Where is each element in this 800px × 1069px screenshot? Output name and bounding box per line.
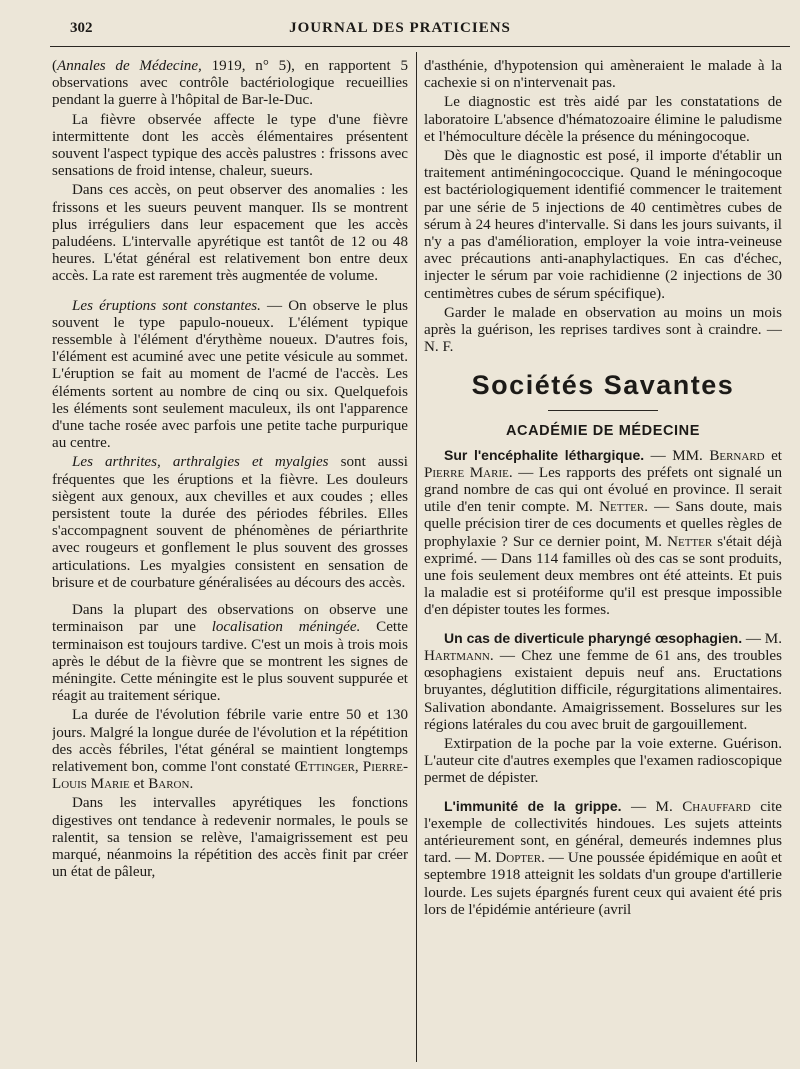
- author-names: Œttinger, Pierre-Louis Marie: [52, 758, 408, 793]
- paragraph: Dans ces accès, on peut observer des anomalies : les frissons et les sueurs peuvent manquer. Ils se montrent plus irréguliers dans leur espacement que les accès paludéens. L'intervalle apyrétique est tantôt de 12 ou 48 heures. L'état général est relativement bon entre deux accès. La rate est rarement très augmentée de volume.: [52, 182, 408, 285]
- right-column: [424, 58, 782, 1058]
- text: La durée de l'évolution fébrile varie entre 50 et 130 jours. Malgré la longue durée de l'évolution et la répétition des accès fébriles, l'état général se maintient longtemps relativement bon, comme l'ont constaté: [52, 707, 408, 775]
- paragraph: Le diagnostic est très aidé par les constatations de laboratoire L'absence d'hématozoaire élimine le paludisme et l'hémoculture décèle la présence du méningocoque.: [424, 94, 782, 145]
- author-name: Netter: [667, 533, 713, 550]
- author-name: Hartmann: [424, 647, 490, 664]
- subsection-title: ACADÉMIE DE MÉDECINE: [505, 423, 701, 440]
- emphasis: localisation méningée.: [211, 619, 361, 636]
- author-name: Chauffard: [682, 798, 751, 815]
- paragraph: d'asthénie, d'hypotension qui amèneraient le malade à la cachexie si on n'intervenait pas.: [424, 58, 782, 92]
- citation-journal: Annales de Médecine,: [57, 58, 202, 74]
- paragraph: Dès que le diagnostic est posé, il importe d'établir un traitement antiméningococcique. Quand le méningocoque est bactériologiquement identifié commencer le traitement par une série de 5 injections de 40 centimètres cubes de sérum à 24 heures d'intervalle. Si dans les jours suivants, il n'y a pas d'amélioration, employer la voie intra-veineuse avec précautions anti-anaphylactiques. En cas d'échec, injecter le sérum par voie rachidienne (2 injections de 30 centimètres cubes de sérum spécifique).: [424, 148, 782, 302]
- paragraph: Dans les intervalles apyrétiques les fonctions digestives ont tendance à redevenir normales, le pouls se ralentit, sa tension se relève, l'amaigrissement est peu marqué, néanmoins la répétition des accès finit par créer un état de pâleur,: [52, 795, 408, 881]
- text: Cette terminaison est toujours tardive. C'est un mois à trois mois après le début de la fièvre que se montrent les signes de méningite. Cette méningite est le plus souvent suppurée et réagit au traitement sérique.: [52, 619, 408, 705]
- paragraph: [52, 602, 408, 705]
- entry-heading: Un cas de diverticule pharyngé œsophagien.: [444, 629, 743, 646]
- section-title: Sociétés Savantes: [471, 370, 735, 401]
- paragraph-eruptions: [52, 298, 408, 453]
- entry-grippe: L'immunité de la grippe. — M. Chauffard cite l'exemple de collectivités hindoues. Les sujets atteints antérieurement sont, en général, demeurés indemnes plus tard. — M. Dopter. — Une poussée épidémique en août et septembre 1918 atteignit les soldats d'un groupe d'artillerie lourde. Les sujets épargnés furent ceux qui avaient été pris lors de l'épidémie antérieure (avril: [424, 797, 782, 918]
- page-number: 302: [70, 20, 93, 36]
- running-head: JOURNAL DES PRATICIENS: [289, 20, 511, 36]
- author-name: Bernard: [709, 447, 765, 464]
- author-name: Dopter: [495, 850, 542, 867]
- text: et: [129, 776, 149, 793]
- entry-encephalite: Sur l'encéphalite léthargique. — MM. Bernard et Pierre Marie. — Les rapports des préfets ont signalé un grand nombre de cas qui ont évolué en province. Il serait utile d'en tenir compte. M. Netter. — Sans doute, mais quelle précision tirer de ces documents et quelles règles de prophylaxie ? Sur ce dernier point, M. Netter s'était déjà exprimé. — Dans 114 familles où des cas se sont produits, une fois seulement deux membres ont été atteints. Et puis la maladie est si protéiforme qu'il est presque impossible d'en dépister toutes les formes.: [424, 446, 782, 619]
- author-name: Pierre Marie: [424, 464, 509, 481]
- entry-diverticule: Un cas de diverticule pharyngé œsophagien. — M. Hartmann. — Chez une femme de 61 ans, des troubles œsophagiens existaient depuis neuf ans. Eructations bruyantes, déglutition difficile, régurgitations alimentaires. Salivation abondante. Amaigrissement. Bosselures sur les régions latérales du cou avec bruit de gargouillement.: [424, 629, 782, 733]
- text: sont aussi fréquentes que les éruptions et la fièvre. Les douleurs siègent aux genoux, aux chevilles et aux coudes ; elles persistent toute la durée des périodes fébriles. Elles s'accompagnent souvent de phénomènes de périarthrite avec rougeurs et gonflement le plus souvent des grosses articulations. Les myalgies consistent en sensation de brisure et de courbature généralisées au décours des accès.: [52, 454, 408, 591]
- paragraph-lead: Les arthrites, arthralgies et myalgies: [72, 454, 329, 471]
- paragraph: Garder le malade en observation au moins un mois après la guérison, les reprises tardives sont à craindre. — N. F.: [424, 304, 782, 356]
- paragraph: (Annales de Médecine, 1919, n° 5), en rapportent 5 observations avec contrôle bactériologique recueillies pendant la guerre à l'hôpital de Bar-le-Duc.: [52, 58, 408, 109]
- entry-heading: Sur l'encéphalite léthargique.: [444, 446, 645, 463]
- entry-heading: L'immunité de la grippe.: [444, 797, 622, 814]
- column-divider: [416, 52, 417, 1062]
- left-column: [52, 58, 408, 1058]
- paragraph: Extirpation de la poche par la voie externe. Guérison. L'auteur cite d'autres exemples que l'examen radioscopique permet de dépister.: [424, 735, 782, 787]
- author-name: Netter: [599, 499, 645, 516]
- author-name: Baron: [148, 776, 190, 793]
- text: — On observe le plus souvent le type papulo-noueux. L'élément typique ressemble à l'élément d'érythème noueux. D'autres fois, l'élément est acuminé avec une petite vésicule au sommet. L'éruption se fait au moment de l'acmé de l'accès. Les éléments sortent au nombre de cinq ou six. Quelquefois les éléments sont seulement maculeux, ils ont l'apparence d'une tache rosée avec parfois une petite tache purpurique au centre.: [52, 297, 408, 452]
- paragraph-lead: Les éruptions sont constantes.: [72, 297, 261, 314]
- paragraph: [52, 707, 408, 793]
- paragraph: La fièvre observée affecte le type d'une fièvre intermittente dont les accès élémentaires présentent souvent l'aspect typique des accès palustres : frissons avec sensations de froid intense, chaleur, sueurs.: [52, 111, 408, 180]
- text: Dans la plupart des observations on observe une terminaison par une: [52, 602, 408, 636]
- header-rule: [50, 46, 790, 47]
- text: 1919, n° 5), en rapportent 5 observations avec contrôle bactériologique recueillies pendant la guerre à l'hôpital de Bar-le-Duc.: [52, 58, 408, 109]
- paragraph-arthrites: [52, 454, 408, 592]
- text: .: [189, 776, 194, 793]
- section-rule: [548, 410, 658, 411]
